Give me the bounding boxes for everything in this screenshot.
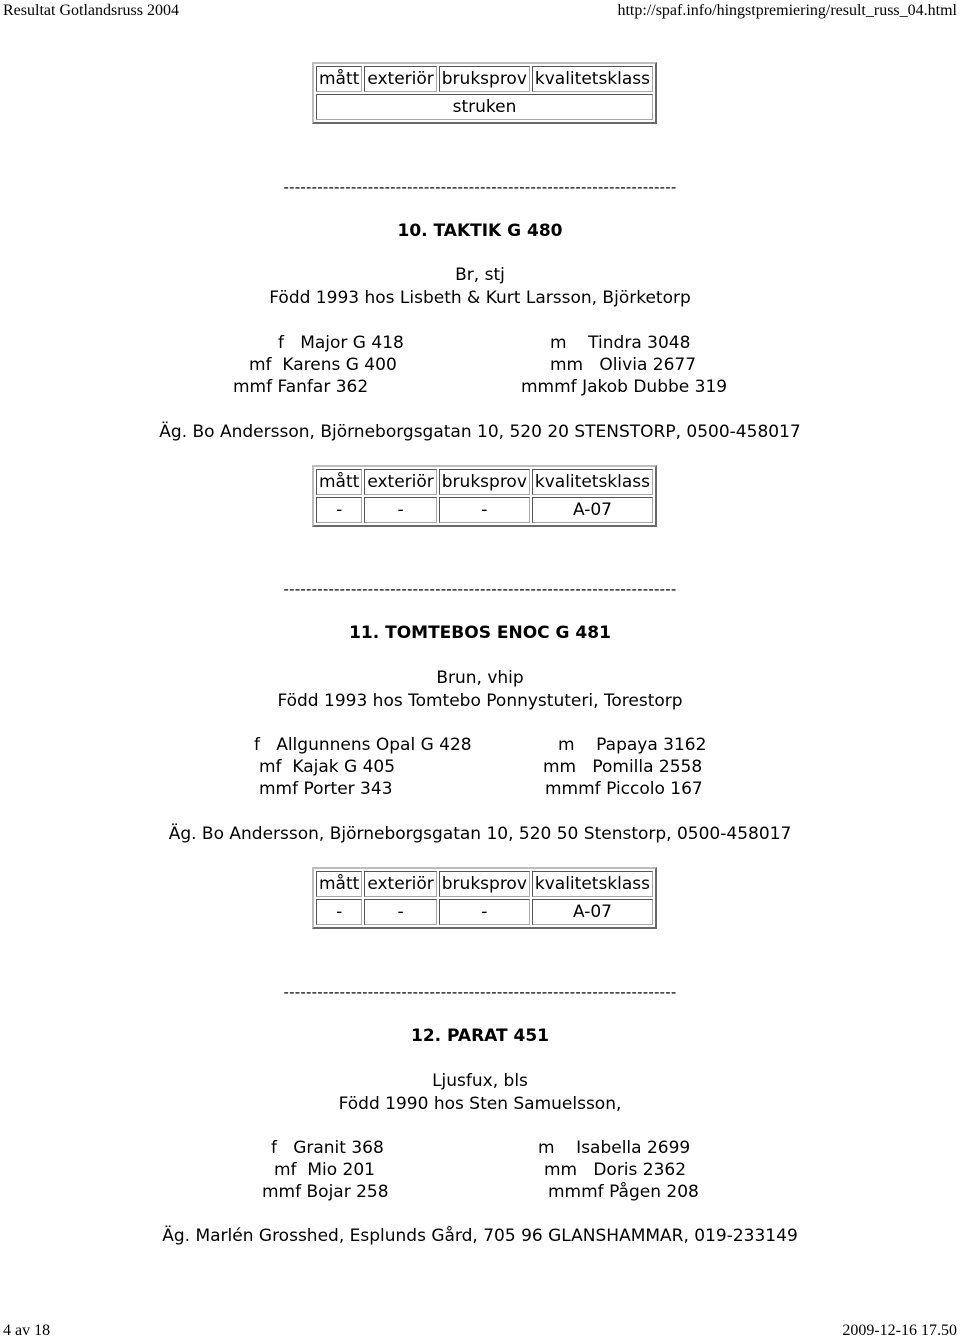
pedigree-f: f Major G 418 bbox=[278, 333, 404, 353]
header-url: http://spaf.info/hingstpremiering/result_russ_04.html bbox=[617, 2, 957, 19]
pedigree-mmmf: mmmf Jakob Dubbe 319 bbox=[521, 377, 728, 397]
pedigree-f: f Granit 368 bbox=[271, 1138, 384, 1158]
pedigree-mf: mf Kajak G 405 bbox=[259, 757, 396, 777]
value-exterior: - bbox=[364, 899, 436, 925]
result-table bbox=[312, 465, 657, 527]
owner: Äg. Bo Andersson, Björneborgsgatan 10, 520 50 Stenstorp, 0500-458017 bbox=[168, 824, 792, 844]
horse-color: Br, stj bbox=[455, 265, 505, 285]
separator: ---------------------------------------------------------------------- bbox=[283, 983, 677, 1001]
horse-title: 10. TAKTIK G 480 bbox=[397, 221, 563, 241]
pedigree-mmmf: mmmf Piccolo 167 bbox=[545, 779, 703, 799]
horse-color: Brun, vhip bbox=[436, 668, 524, 688]
pedigree-mm: mm Pomilla 2558 bbox=[543, 757, 703, 777]
col-exterior: exteriör bbox=[364, 66, 436, 92]
col-matt: mått bbox=[316, 871, 362, 897]
pedigree-m: m Papaya 3162 bbox=[558, 735, 707, 755]
footer-page: 4 av 18 bbox=[3, 1322, 51, 1339]
pedigree-f: f Allgunnens Opal G 428 bbox=[254, 735, 472, 755]
pedigree-mm: mm Doris 2362 bbox=[544, 1160, 687, 1180]
col-kvalitetsklass: kvalitetsklass bbox=[532, 871, 653, 897]
horse-born: Född 1990 hos Sten Samuelsson, bbox=[338, 1094, 622, 1114]
result-table bbox=[312, 867, 657, 929]
owner: Äg. Bo Andersson, Björneborgsgatan 10, 520 20 STENSTORP, 0500-458017 bbox=[159, 422, 801, 442]
col-exterior: exteriör bbox=[364, 871, 436, 897]
col-kvalitetsklass: kvalitetsklass bbox=[532, 469, 653, 495]
value-bruksprov: - bbox=[439, 497, 530, 523]
col-matt: mått bbox=[316, 469, 362, 495]
owner: Äg. Marlén Grosshed, Esplunds Gård, 705 96 GLANSHAMMAR, 019-233149 bbox=[162, 1226, 798, 1246]
horse-title: 11. TOMTEBOS ENOC G 481 bbox=[349, 623, 611, 643]
pedigree-m: m Isabella 2699 bbox=[538, 1138, 691, 1158]
col-bruksprov: bruksprov bbox=[439, 66, 530, 92]
value-exterior: - bbox=[364, 497, 436, 523]
horse-color: Ljusfux, bls bbox=[432, 1071, 528, 1091]
value-kvalitetsklass: A-07 bbox=[532, 497, 653, 523]
pedigree-mf: mf Karens G 400 bbox=[249, 355, 397, 375]
value-matt: - bbox=[316, 497, 362, 523]
pedigree-m: m Tindra 3048 bbox=[550, 333, 691, 353]
value-bruksprov: - bbox=[439, 899, 530, 925]
pedigree-mf: mf Mio 201 bbox=[274, 1160, 375, 1180]
value-kvalitetsklass: A-07 bbox=[532, 899, 653, 925]
col-kvalitetsklass: kvalitetsklass bbox=[532, 66, 653, 92]
pedigree-mmmf: mmmf Pågen 208 bbox=[548, 1182, 699, 1202]
value-matt: - bbox=[316, 899, 362, 925]
col-bruksprov: bruksprov bbox=[439, 871, 530, 897]
horse-born: Född 1993 hos Tomtebo Ponnystuteri, Torestorp bbox=[277, 691, 683, 711]
col-matt: mått bbox=[316, 66, 362, 92]
pedigree-mmf: mmf Porter 343 bbox=[259, 779, 393, 799]
result-table-previous bbox=[312, 62, 657, 124]
pedigree-mm: mm Olivia 2677 bbox=[550, 355, 697, 375]
footer-date: 2009-12-16 17.50 bbox=[842, 1322, 957, 1339]
horse-title: 12. PARAT 451 bbox=[410, 1026, 550, 1046]
col-exterior: exteriör bbox=[364, 469, 436, 495]
separator: ---------------------------------------------------------------------- bbox=[283, 580, 677, 598]
header-title: Resultat Gotlandsruss 2004 bbox=[3, 2, 179, 19]
col-bruksprov: bruksprov bbox=[439, 469, 530, 495]
result-struken: struken bbox=[316, 94, 653, 120]
horse-born: Född 1993 hos Lisbeth & Kurt Larsson, Björketorp bbox=[269, 288, 691, 308]
pedigree-mmf: mmf Fanfar 362 bbox=[233, 377, 369, 397]
pedigree-mmf: mmf Bojar 258 bbox=[262, 1182, 389, 1202]
separator: ---------------------------------------------------------------------- bbox=[283, 178, 677, 196]
